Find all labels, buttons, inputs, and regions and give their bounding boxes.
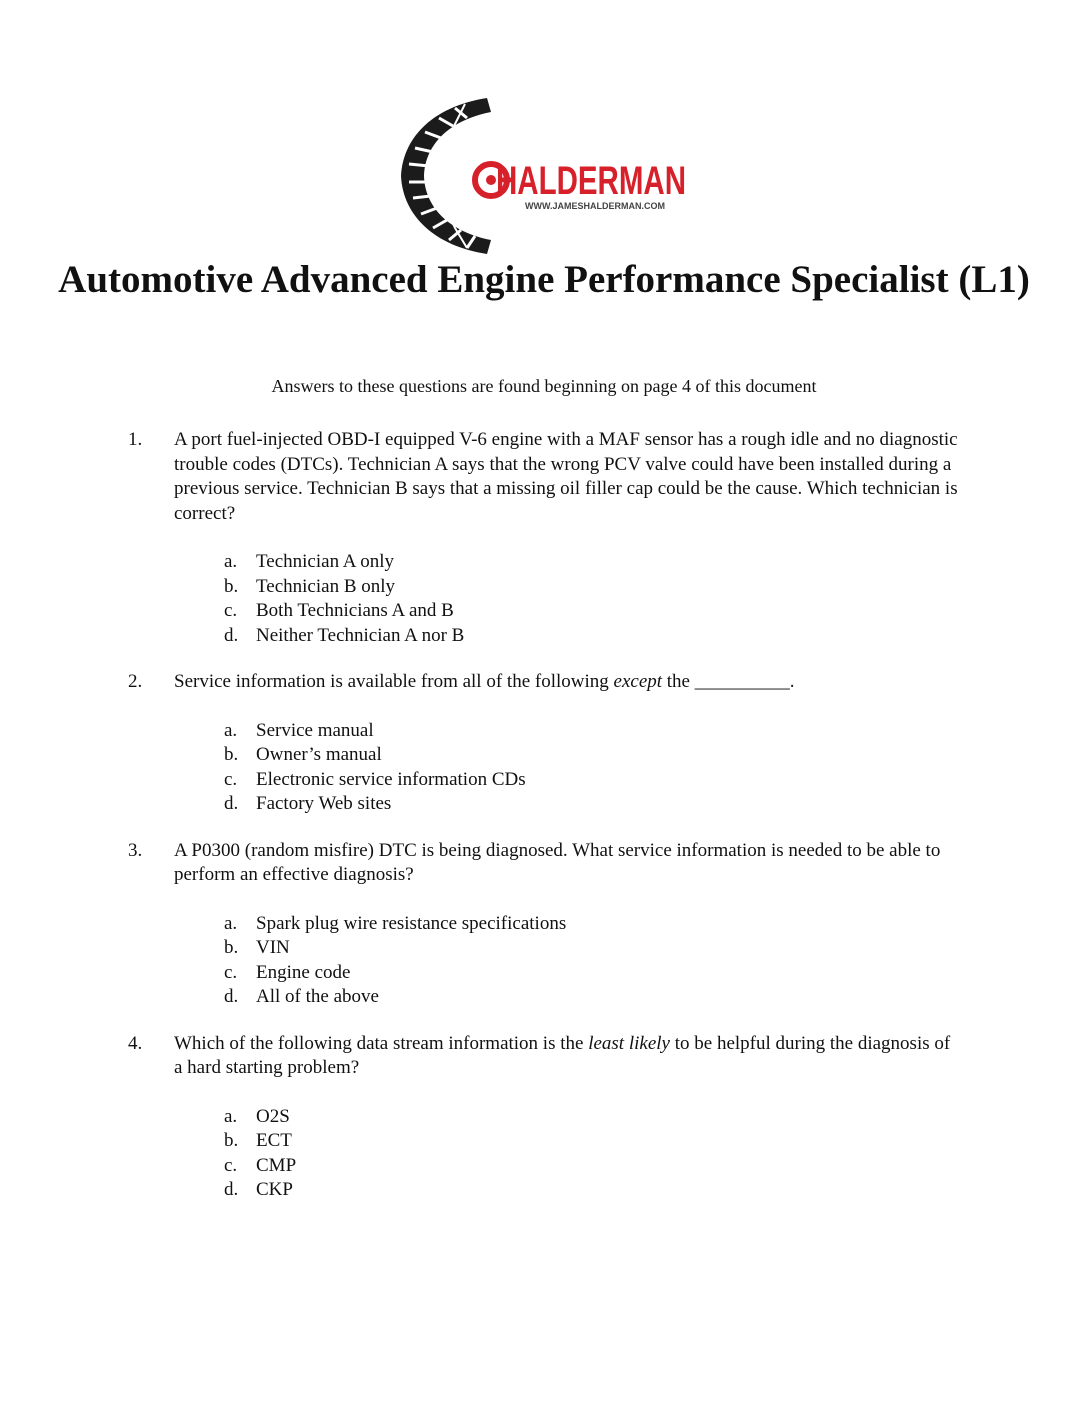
option-letter: a. — [224, 912, 238, 934]
emphasis-text: except — [613, 671, 663, 692]
question-1 — [0, 428, 1088, 648]
option-text: Service manual — [256, 719, 374, 741]
option-text: ECT — [256, 1130, 292, 1151]
option-letter: b. — [224, 937, 239, 958]
answer-option — [0, 743, 1088, 768]
option-letter: b. — [224, 744, 239, 765]
answer-options — [0, 719, 1088, 817]
answer-option — [0, 985, 1088, 1010]
option-letter: b. — [224, 1130, 239, 1151]
answer-option — [0, 936, 1088, 961]
answer-option — [0, 768, 1088, 793]
option-letter: d. — [224, 1179, 239, 1200]
brand-wordmark: HALDERMAN — [496, 159, 686, 203]
answer-option — [0, 719, 1088, 744]
option-letter: d. — [224, 793, 239, 814]
answer-options — [0, 1105, 1088, 1203]
question-number: 1. — [128, 429, 143, 450]
answer-option — [0, 624, 1088, 649]
emphasis-text: least likely — [588, 1032, 670, 1054]
option-text: VIN — [256, 937, 290, 958]
option-text: Engine code — [256, 961, 351, 983]
page-title: Automotive Advanced Engine Performance Specialist (L1) — [58, 258, 1030, 301]
question-2 — [0, 670, 1088, 817]
halderman-logo — [395, 96, 695, 256]
question-text: A port fuel-injected OBD-I equipped V-6 engine with a MAF sensor has a rough idle and no diagnostic trouble codes (DTCs). Technician A says that the wrong PCV valve could have been installed during a previous service. Technician B says that a missing oil filler cap could be the cause. Which technician is correct? — [174, 429, 958, 524]
tire-logo-graphic — [395, 96, 695, 256]
answer-option — [0, 550, 1088, 575]
option-letter: c. — [224, 1154, 238, 1176]
option-text: Neither Technician A nor B — [256, 624, 465, 646]
option-letter: a. — [224, 1105, 238, 1127]
option-text: CMP — [256, 1154, 297, 1176]
option-text: Spark plug wire resistance specifications — [256, 912, 567, 934]
option-letter: b. — [224, 575, 239, 597]
question-number: 3. — [128, 839, 143, 861]
option-letter: a. — [224, 551, 238, 572]
answer-option — [0, 961, 1088, 986]
question-text: A P0300 (random misfire) DTC is being diagnosed. What service information is needed to be able to perform an effective diagnosis? — [174, 839, 941, 885]
question-text: Service information is available from all of the following except the __________. — [174, 671, 795, 692]
answer-option — [0, 1105, 1088, 1130]
question-text: Which of the following data stream information is the least likely to be helpful during the diagnosis of a hard starting problem? — [174, 1032, 951, 1078]
option-text: Both Technicians A and B — [256, 600, 454, 621]
option-text: CKP — [256, 1179, 293, 1200]
answer-option — [0, 599, 1088, 624]
answer-option — [0, 1129, 1088, 1154]
option-text: Technician B only — [256, 575, 396, 597]
question-4 — [0, 1032, 1088, 1203]
brand-url: WWW.JAMESHALDERMAN.COM — [525, 201, 665, 211]
question-number: 2. — [128, 671, 143, 692]
option-text: All of the above — [256, 986, 379, 1007]
answer-option — [0, 575, 1088, 600]
question-list — [0, 428, 1088, 1225]
answer-option — [0, 912, 1088, 937]
page-subtitle: Answers to these questions are found beginning on page 4 of this document — [271, 376, 817, 396]
option-text: Owner’s manual — [256, 744, 382, 765]
option-letter: d. — [224, 624, 239, 646]
option-letter: c. — [224, 961, 238, 983]
option-text: Technician A only — [256, 551, 394, 572]
option-letter: d. — [224, 986, 239, 1007]
option-text: Electronic service information CDs — [256, 768, 526, 790]
question-number: 4. — [128, 1032, 143, 1054]
answer-options — [0, 912, 1088, 1010]
option-letter: c. — [224, 768, 238, 790]
option-letter: c. — [224, 600, 238, 621]
answer-option — [0, 792, 1088, 817]
option-letter: a. — [224, 719, 238, 741]
answer-option — [0, 1154, 1088, 1179]
question-3 — [0, 839, 1088, 1010]
answer-options — [0, 550, 1088, 648]
option-text: O2S — [256, 1105, 290, 1127]
answer-option — [0, 1178, 1088, 1203]
option-text: Factory Web sites — [256, 793, 392, 814]
